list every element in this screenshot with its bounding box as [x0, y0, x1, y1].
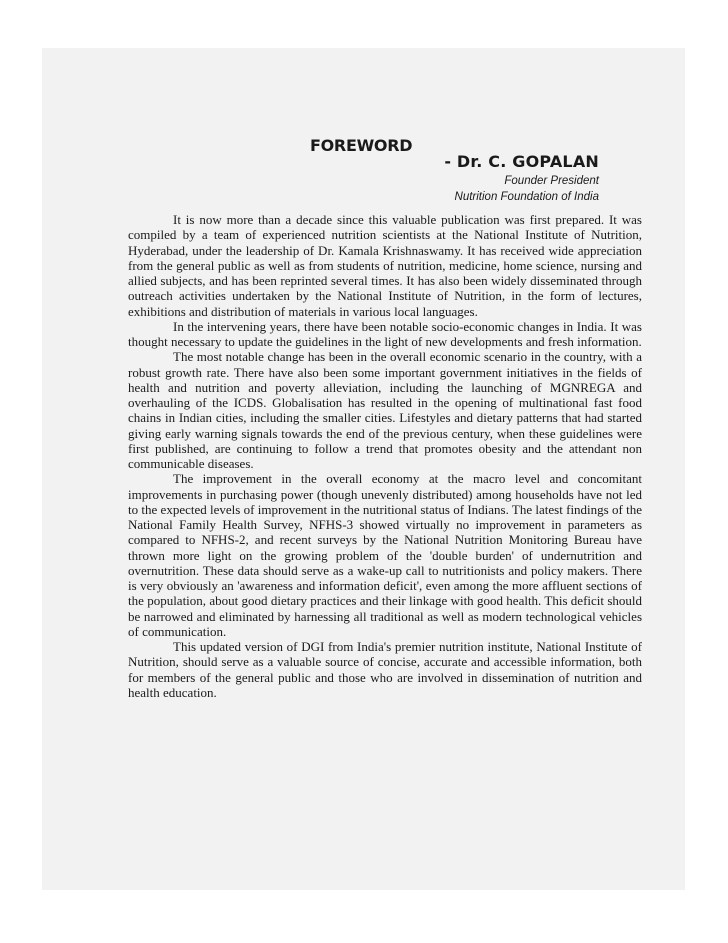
paragraph-1: It is now more than a decade since this valuable publication was first prepared. It was compiled by a team of experienced nutrition scientists at the National Institute of Nutrition, Hyderabad, under the leadership of Dr. Kamala Krishnaswamy. It has received wide appreciation from the general public as well as from students of nutrition, medicine, home science, nursing and allied subjects, and has been reprinted several times. It has also been widely disseminated through outreach activities undertaken by the National Institute of Nutrition, in the form of lectures, exhibitions and distribution of materials in various local languages. — [128, 212, 642, 319]
paragraph-5: This updated version of DGI from India's premier nutrition institute, National Institute of Nutrition, should serve as a valuable source of concise, accurate and accessible information, both for members of the general public and those who are involved in dissemination of nutrition and health education. — [128, 639, 642, 700]
author-role: Founder President — [504, 175, 599, 187]
author-organization: Nutrition Foundation of India — [454, 191, 599, 203]
paragraph-2: In the intervening years, there have been notable socio-economic changes in India. It was thought necessary to update the guidelines in the light of new developments and fresh information. — [128, 318, 642, 349]
document-page — [42, 48, 685, 890]
paragraph-3: The most notable change has been in the overall economic scenario in the country, with a robust growth rate. There have also been some important government initiatives in the fields of health and nutrition and poverty alleviation, including the launching of MGNREGA and overhauling of the ICDS. Globalisation has resulted in the opening of multinational fast food chains in Indian cities, including the smaller cities. Lifestyles and dietary patterns that had started giving early warning signals towards the end of the previous century, when these guidelines were first published, are continuing to follow a trend that promotes obesity and the attendant non communicable diseases. — [128, 349, 642, 471]
page-title: FOREWORD — [310, 136, 413, 155]
paragraph-4: The improvement in the overall economy at the macro level and concomitant improvements in purchasing power (though unevenly distributed) among households have not led to the expected levels of improvement in the nutritional status of Indians. The latest findings of the National Family Health Survey, NFHS-3 showed virtually no improvement in parameters as compared to NFHS-2, and recent surveys by the National Nutrition Monitoring Bureau have thrown more light on the growing problem of the 'double burden' of undernutrition and overnutrition. These data should serve as a wake-up call to nutritionists and policy makers. There is very obviously an 'awareness and information deficit', even among the more affluent sections of the population, about good dietary practices and their linkage with good health. This deficit should be narrowed and eliminated by harnessing all traditional as well as modern technological vehicles of communication. — [128, 471, 642, 639]
author-name: - Dr. C. GOPALAN — [444, 152, 599, 171]
foreword-body — [128, 212, 642, 700]
